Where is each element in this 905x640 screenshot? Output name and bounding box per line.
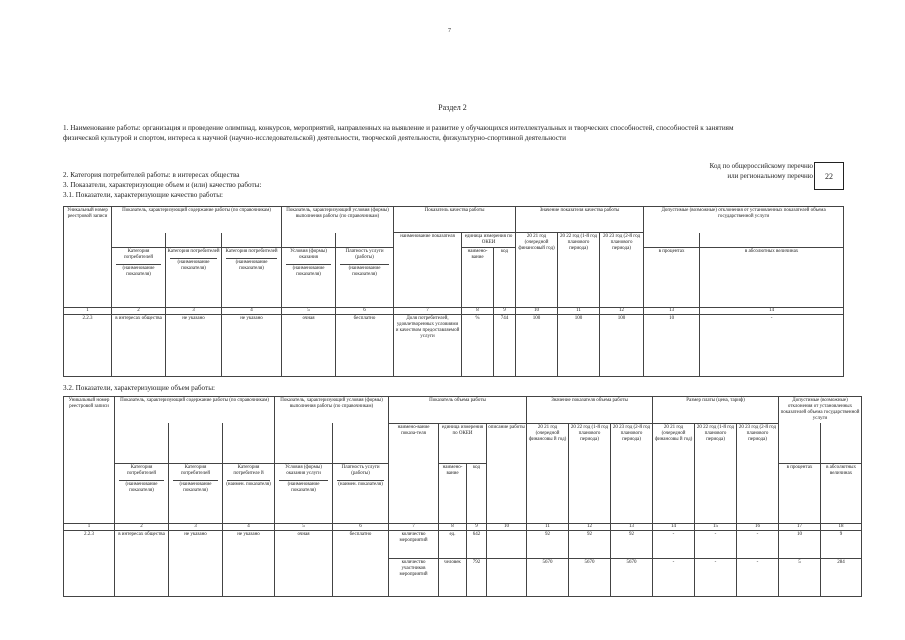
col-number: 4 (222, 308, 282, 315)
cell: 92 (569, 530, 611, 558)
cell: ед. (439, 530, 467, 558)
h-cat-2: Категория потребителей (наименование показателя) (166, 248, 222, 308)
cell: не указано (169, 530, 223, 596)
table-row (64, 530, 862, 558)
cell: 92 (527, 530, 569, 558)
table-row (64, 315, 844, 377)
cell: - (695, 558, 737, 596)
volume-table (63, 396, 862, 597)
h-name: наимено-вание показа-теля (389, 423, 439, 523)
h-abs: в абсолютных величинах (821, 463, 862, 523)
col-number: 1 (64, 308, 112, 315)
col-number: 8 (462, 308, 494, 315)
cell: не указано (223, 530, 275, 596)
cell: очная (275, 530, 333, 596)
col-number: 14 (653, 523, 695, 530)
h-name: наименование показателя (394, 233, 462, 308)
indicators-line: 3. Показатели, характеризующие объем и (или) качество работы: (63, 181, 262, 189)
col-number: 2 (112, 308, 166, 315)
col-number: 12 (600, 308, 644, 315)
page-number: 7 (448, 28, 451, 34)
h-fee-y2: 20 22 год (1-й год планового периода) (695, 423, 737, 523)
col-number: 3 (166, 308, 222, 315)
cell: 100 (516, 315, 558, 377)
cell: не указано (222, 315, 282, 377)
cell: бесплатно (336, 315, 394, 377)
cell: не указано (166, 315, 222, 377)
quality-table (63, 206, 844, 377)
col-number: 6 (333, 523, 389, 530)
h-paid: Платность услуги (работы) (наименование показателя) (336, 248, 394, 308)
h-pct: в процентах (644, 248, 700, 308)
h-abs: в абсолютных величинах (700, 248, 844, 308)
h-fee: Размер платы (цена, тариф) (653, 397, 779, 424)
h-volume: Показатель объема работы (389, 397, 527, 424)
consumers-line: 2. Категория потребителей работы: в интересах общества (63, 171, 240, 179)
col-number: 2 (115, 523, 169, 530)
cell: - (700, 315, 844, 377)
cell: в интересах общества (112, 315, 166, 377)
col-number: 14 (700, 308, 844, 315)
cell: 92 (611, 530, 653, 558)
h-quality: Показатель качества работы (394, 207, 516, 233)
col-number: 1 (64, 523, 115, 530)
cell: % (462, 315, 494, 377)
cell: количество участников мероприятий (389, 558, 439, 596)
h-unit: единица измерения по ОКЕИ (462, 233, 516, 248)
h-value: Значение показателя объема работы (527, 397, 653, 424)
h-pct: в процентах (779, 463, 821, 523)
col-number: 9 (467, 523, 487, 530)
h-unit-name: наимено-вание (462, 248, 494, 308)
h-content: Показатель, характеризующий содержание работы (по справочникам) (115, 397, 275, 424)
h-unique: Уникальный номер реестровой записи (64, 207, 112, 308)
cell: человек (439, 558, 467, 596)
h-value: Значение показателя качества работы (516, 207, 644, 233)
h-cat-3: Категория потребителей (наименование показателя) (222, 248, 282, 308)
h-y1: 20 21 год (очередной финансовы й год) (527, 423, 569, 523)
volume-title: 3.2. Показатели, характеризующие объем работы: (63, 384, 216, 392)
col-number: 11 (558, 308, 600, 315)
col-number: 9 (494, 308, 516, 315)
h-y1: 20 21 год (очередной финансовый год) (516, 233, 558, 308)
cell: - (737, 530, 779, 558)
h-cat-3: Категория потребителе й (наимен. показателя) (223, 463, 275, 523)
col-number: 7 (394, 308, 462, 315)
col-number: 18 (821, 523, 862, 530)
col-number: 3 (169, 523, 223, 530)
cell: бесплатно (333, 530, 389, 596)
section-title: Раздел 2 (438, 103, 467, 112)
cell: количество мероприятий (389, 530, 439, 558)
h-unit: единица измерения по ОКЕИ (439, 423, 487, 463)
col-number: 11 (527, 523, 569, 530)
cell (487, 530, 527, 558)
cell: 9 (821, 530, 862, 558)
h-unit-name: наимено-вание (439, 463, 467, 523)
work-name: 1. Наименование работы: организация и проведение олимпиад, конкурсов, мероприятий, направленных на выявление и развитие у обучающихся интеллектуальных и творческих способностей, способностей к занятиям физической культурой и спортом, интереса к научной (научно-исследовательской) деятельности, творческой деятельности, физкультурно-спортивной деятельности (63, 124, 734, 142)
cell: 10 (644, 315, 700, 377)
h-cond: Условия (формы) оказания услуги (наименование показателя) (275, 463, 333, 523)
cell: 2.2.3 (64, 315, 112, 377)
h-deviation: Допустимые (возможные) отклонения от установленных показателей объема государственной услуги (644, 207, 844, 233)
h-code: код (494, 248, 516, 308)
col-number: 5 (275, 523, 333, 530)
col-number: 12 (569, 523, 611, 530)
cell: 2.2.3 (64, 530, 115, 596)
col-number: 7 (389, 523, 439, 530)
col-number: 5 (282, 308, 336, 315)
cell: 792 (467, 558, 487, 596)
cell: 284 (821, 558, 862, 596)
cell: 100 (600, 315, 644, 377)
h-unique: Уникальный номер реестровой записи (64, 397, 115, 524)
cell: 5670 (611, 558, 653, 596)
h-deviation: Допустимые (возможные) отклонения от установленных показателей объема государственной услуги (779, 397, 862, 424)
col-number: 4 (223, 523, 275, 530)
cell: очная (282, 315, 336, 377)
cell: 5670 (569, 558, 611, 596)
quality-title: 3.1. Показатели, характеризующие качество работы: (63, 191, 224, 199)
cell: - (653, 558, 695, 596)
cell: Доля потребителей, удовлетворенных условиями и качеством предоставляемой услуги (394, 315, 462, 377)
h-cat-1: Категория потребителей (наименование показателя) (112, 248, 166, 308)
h-code: код (467, 463, 487, 523)
h-paid: Платность услуги (работы) (наимен. показателя) (333, 463, 389, 523)
h-y2: 20 22 год (1-й год планового периода) (569, 423, 611, 523)
cell: 642 (467, 530, 487, 558)
col-number: 16 (737, 523, 779, 530)
code-label: Код по общероссийскому перечню или региональному перечню (709, 162, 813, 180)
cell: - (653, 530, 695, 558)
h-cat-1: Категория потребителей (наименование показателя) (115, 463, 169, 523)
cell: - (695, 530, 737, 558)
h-y2: 20 22 год (1-й год планового периода) (558, 233, 600, 308)
h-content: Показатель, характеризующий содержание работы (по справочникам) (112, 207, 282, 233)
h-y3: 20 23 год (2-й год планового периода) (600, 233, 644, 308)
col-number: 15 (695, 523, 737, 530)
h-y3: 20 23 год (2-й год планового периода) (611, 423, 653, 523)
cell: в интересах общества (115, 530, 169, 596)
h-fee-y1: 20 21 год (очередной финансовы й год) (653, 423, 695, 523)
col-number: 17 (779, 523, 821, 530)
cell: 5670 (527, 558, 569, 596)
cell: 744 (494, 315, 516, 377)
cell: 5 (779, 558, 821, 596)
h-conditions: Показатель, характеризующий условия (формы) выполнения работы (по справочникам) (282, 207, 394, 233)
h-fee-y3: 20 23 год (2-й год планового периода) (737, 423, 779, 523)
col-number: 6 (336, 308, 394, 315)
col-number: 8 (439, 523, 467, 530)
h-cond: Условия (формы) оказания (наименование показателя) (282, 248, 336, 308)
col-number: 13 (644, 308, 700, 315)
code-value: 22 (814, 162, 844, 190)
col-number: 10 (487, 523, 527, 530)
h-cat-2: Категория потребителей (наименование показателя) (169, 463, 223, 523)
h-conditions: Показатель, характеризующий условия (формы) выполнения работы (по справочникам) (275, 397, 389, 424)
col-number: 13 (611, 523, 653, 530)
cell: - (737, 558, 779, 596)
cell (487, 558, 527, 596)
col-number: 10 (516, 308, 558, 315)
cell: 10 (779, 530, 821, 558)
cell: 100 (558, 315, 600, 377)
h-desc: описание работы (487, 423, 527, 523)
